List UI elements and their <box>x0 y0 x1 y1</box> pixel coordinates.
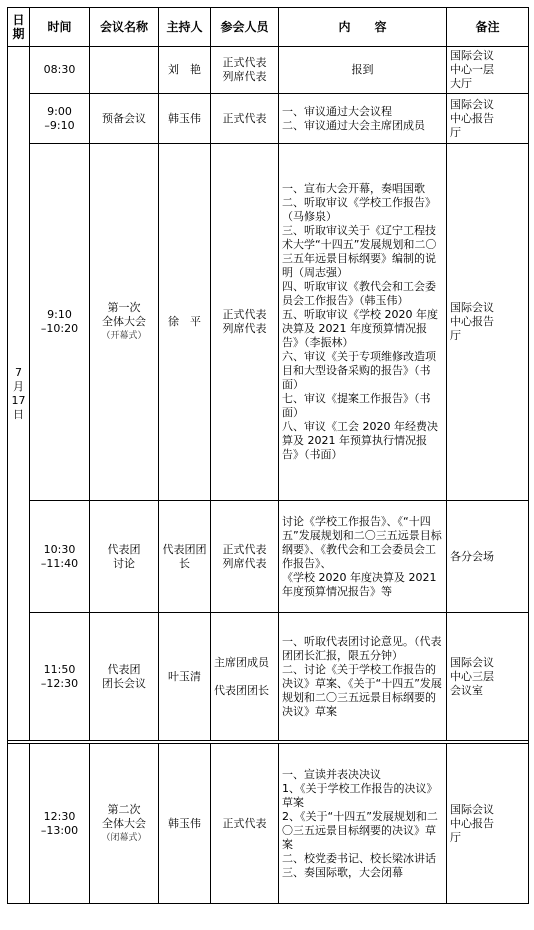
content-line: 一、听取代表团讨论意见。（代表团团长汇报，限五分钟） <box>282 634 442 662</box>
meeting-line: 预备会议 <box>102 111 146 125</box>
remark-cell <box>447 144 529 501</box>
host-cell: 刘 艳 <box>159 47 211 94</box>
participants-cell <box>211 94 279 144</box>
content-line: 《学校 2020 年度决算及 2021 年度预算情况报告》等 <box>282 570 437 598</box>
meeting-line: 全体大会 <box>102 816 146 830</box>
participants-cell <box>211 144 279 501</box>
schedule-body <box>8 47 529 904</box>
participants-cell <box>211 501 279 613</box>
header-remark: 备注 <box>447 8 529 47</box>
time-line: –9:10 <box>44 118 75 132</box>
participant-line: 正式代表 <box>222 816 267 830</box>
participant-line: 正式代表 <box>222 542 267 556</box>
remark-cell <box>447 47 529 94</box>
meeting-line: 代表团 <box>107 662 141 676</box>
time-line: –11:40 <box>40 556 79 570</box>
content-cell <box>279 744 447 904</box>
remark-line: 国际会议 <box>450 655 494 669</box>
meeting-line: 全体大会 <box>102 315 146 328</box>
participant-line: 正式代表 <box>222 56 267 69</box>
remark-line: 大厅 <box>450 77 472 90</box>
content-line: 四、听取审议《教代会和工会委员会工作报告》（韩玉伟） <box>282 280 436 307</box>
meeting-note: （开幕式） <box>101 331 147 341</box>
schedule-table <box>7 7 529 904</box>
host-cell: 韩玉伟 <box>159 744 211 904</box>
table-row <box>8 744 529 904</box>
table-row <box>8 47 529 94</box>
header-host: 主持人 <box>159 8 211 47</box>
content-line: 一、审议通过大会议程 <box>282 104 392 118</box>
remark-line: 中心报告 <box>450 111 494 125</box>
remark-line: 各分会场 <box>450 549 494 563</box>
meeting-line: 团长会议 <box>102 676 146 690</box>
date-cell-empty <box>8 744 30 904</box>
header-content: 内 容 <box>279 8 447 47</box>
time-cell <box>30 144 90 501</box>
participants-cell <box>211 47 279 94</box>
content-line: 1、《关于学校工作报告的决议》草案 <box>282 781 438 809</box>
meeting-line: 第一次 <box>107 301 141 314</box>
table-row <box>8 613 529 741</box>
remark-line: 厅 <box>450 125 461 139</box>
remark-line: 中心一层 <box>450 63 494 76</box>
time-cell <box>30 744 90 904</box>
time-line: –10:20 <box>40 322 79 335</box>
content-line: 三、听取审议关于《辽宁工程技术大学“十四五”发展规划和二〇三五年远景目标纲要》编制的说明（周志强） <box>282 224 437 279</box>
date-label: 7月17日 <box>11 365 26 421</box>
content-line: 报到 <box>351 63 374 76</box>
participant-line: 列席代表 <box>222 322 267 335</box>
host-cell: 代表团团 长 <box>159 501 211 613</box>
content-line: 二、校党委书记、校长梁冰讲话 <box>282 851 436 865</box>
meeting-note: （闭幕式） <box>101 832 147 843</box>
content-cell <box>279 47 447 94</box>
content-cell <box>279 94 447 144</box>
table-row <box>8 94 529 144</box>
header-time: 时间 <box>30 8 90 47</box>
time-line: 11:50 <box>43 662 76 676</box>
remark-cell <box>447 613 529 741</box>
date-cell <box>8 47 30 741</box>
meeting-line: 讨论 <box>113 556 135 570</box>
host-cell: 徐 平 <box>159 144 211 501</box>
time-line: –13:00 <box>40 823 79 837</box>
content-line: 七、审议《提案工作报告》（书面） <box>282 392 431 419</box>
time-line: 08:30 <box>43 63 76 76</box>
participant-line: 列席代表 <box>222 70 267 83</box>
remark-cell <box>447 501 529 613</box>
remark-line: 厅 <box>450 830 461 844</box>
meeting-line: 第二次 <box>107 802 141 816</box>
remark-line: 国际会议 <box>450 802 494 816</box>
participant-line: 正式代表 <box>222 111 267 125</box>
remark-line: 中心报告 <box>450 816 494 830</box>
participant-line: 主席团成员 <box>214 655 269 669</box>
time-line: 9:10 <box>47 308 72 321</box>
header-participants: 参会人员 <box>211 8 279 47</box>
time-cell <box>30 613 90 741</box>
participant-line: 代表团团长 <box>214 683 269 697</box>
content-line: 三、奏国际歌，大会闭幕 <box>282 865 403 879</box>
remark-line: 中心三层 <box>450 669 494 683</box>
time-cell <box>30 501 90 613</box>
content-line: 2、《关于“十四五”发展规划和二〇三五远景目标纲要的决议》草案 <box>282 809 438 851</box>
time-cell <box>30 47 90 94</box>
time-line: –12:30 <box>40 676 79 690</box>
table-row <box>8 501 529 613</box>
content-line: 五、听取审议《学校 2020 年度决算及 2021 年度预算情况报告》（李振林） <box>282 308 438 349</box>
remark-line: 厅 <box>450 329 461 342</box>
time-line: 9:00 <box>47 104 72 118</box>
participant-line: 正式代表 <box>222 308 267 321</box>
content-line: 讨论《学校工作报告》、《“十四五”发展规划和二〇三五远景目标纲要》、《教代会和工会委员会工作报告》、 <box>282 514 442 570</box>
participants-cell <box>211 613 279 741</box>
remark-line: 国际会议 <box>450 97 494 111</box>
remark-line: 国际会议 <box>450 301 494 314</box>
time-line: 12:30 <box>43 809 76 823</box>
remark-line: 国际会议 <box>450 49 494 62</box>
meeting-cell <box>90 613 159 741</box>
host-cell: 韩玉伟 <box>159 94 211 144</box>
time-cell <box>30 94 90 144</box>
content-line: 六、审议《关于专项维修改造项目和大型设备采购的报告》（书面） <box>282 350 436 391</box>
content-line: 一、宣读并表决决议 <box>282 767 381 781</box>
meeting-cell <box>90 94 159 144</box>
content-cell <box>279 613 447 741</box>
time-line: 10:30 <box>43 542 76 556</box>
content-line: 二、讨论《关于学校工作报告的决议》草案、《关于“十四五”发展规划和二〇三五远景目标纲要的决议》草案 <box>282 662 442 718</box>
header-meeting: 会议名称 <box>90 8 159 47</box>
meeting-cell <box>90 744 159 904</box>
participant-line: 列席代表 <box>222 556 267 570</box>
remark-cell <box>447 94 529 144</box>
content-line: 二、审议通过大会主席团成员 <box>282 118 425 132</box>
meeting-line: 代表团 <box>107 542 141 556</box>
meeting-cell <box>90 144 159 501</box>
header-date: 日期 <box>8 8 30 47</box>
content-line: 八、审议《工会 2020 年经费决算及 2021 年预算执行情况报告》（书面） <box>282 420 438 461</box>
meeting-cell <box>90 47 159 94</box>
meeting-cell <box>90 501 159 613</box>
host-cell: 叶玉清 <box>159 613 211 741</box>
remark-cell <box>447 744 529 904</box>
content-cell <box>279 501 447 613</box>
table-row <box>8 144 529 501</box>
header-row <box>8 8 529 47</box>
remark-line: 会议室 <box>450 683 483 697</box>
participants-cell <box>211 744 279 904</box>
content-cell <box>279 144 447 501</box>
content-line: 二、听取审议《学校工作报告》（马修泉） <box>282 196 436 223</box>
remark-line: 中心报告 <box>450 315 494 328</box>
content-line: 一、宣布大会开幕，奏唱国歌 <box>282 182 425 195</box>
